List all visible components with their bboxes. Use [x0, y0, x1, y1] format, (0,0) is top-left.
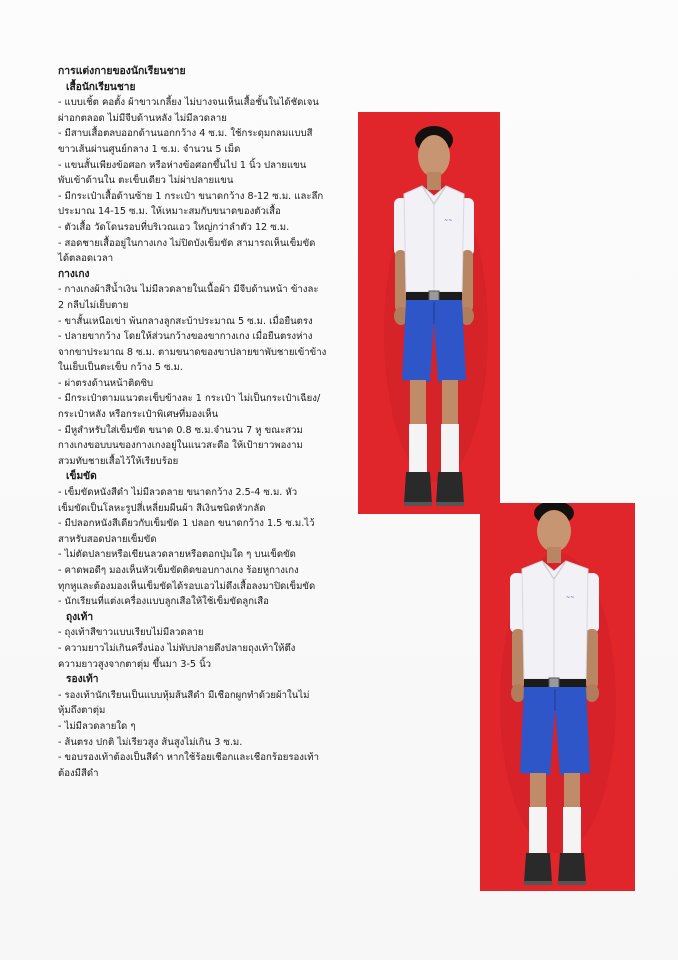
text-line: 2 กลีบไม่เย็บตาย [58, 299, 129, 311]
text-line: พับเข้าด้านใน ตะเข็บเดียว ไม่ผ่าปลายแขน [58, 175, 234, 187]
student-figure-1 [358, 112, 500, 514]
text-line: - คาดพอดีๆ มองเห็นหัวเข็มขัดติดขอบกางเกง ร้อยหูกางเกง [58, 565, 299, 576]
text-line: - แบบเชิ้ต คอตั้ง ผ้าขาวเกลี้ยง ไม่บางจนเห็นเสื้อชั้นในได้ชัดเจน [58, 97, 319, 109]
text-line: - ส้นตรง ปกติ ไม่เรียวสูง ส้นสูงไม่เกิน 3 ซ.ม. [58, 736, 243, 748]
text-line: - มีกระเป๋าเสื้อด้านซ้าย 1 กระเป๋า ขนาดกว้าง 8-12 ซ.ม. และลึก [58, 190, 324, 202]
student-uniform-photo-1 [358, 112, 500, 514]
svg-text:~~: ~~ [444, 218, 453, 224]
student-figure-2 [480, 503, 635, 891]
text-line: ได้ตลอดเวลา [58, 253, 114, 265]
text-line: - ตัวเสื้อ วัดโดนรอบที่บริเวณเอว ใหญ่กว่าลำตัว 12 ซ.ม. [58, 221, 290, 233]
section-heading-shoes: รองเท้า [66, 674, 99, 686]
text-line: - ขอบรองเท้าต้องเป็นสีดำ หากใช้ร้อยเชือกและเชือกร้อยรองเท้า [58, 752, 319, 764]
text-line: - มีกระเป๋าตามแนวตะเข็บข้างละ 1 กระเป๋า ไม่เป็นกระเป๋าเฉียง/ [58, 393, 321, 405]
text-line: จากขาประมาณ 8 ซ.ม. ตามขนาดของขาปลายขาพับชายเข้าข้าง [58, 346, 327, 358]
text-line: - ถุงเท้าสีขาวแบบเรียบไม่มีลวดลาย [58, 627, 204, 639]
text-line: ผ่าอกตลอด ไม่มีจีบด้านหลัง ไม่มีลวดลาย [58, 112, 227, 124]
student-uniform-photo-2 [480, 503, 635, 891]
text-line: ประมาณ 14-15 ซ.ม. ให้เหมาะสมกับขนาดของตัวเสื้อ [58, 206, 281, 218]
text-line: - ไม่ตัดปลายหรือเขียนลวดลายหรือตอกปุ่มใด ๆ บนเข็ดขัด [58, 549, 296, 561]
text-line: - เข็มขัดหนังสีดำ ไม่มีลวดลาย ขนาดกว้าง 2.5-4 ซ.ม. หัว [58, 487, 298, 499]
text-line: - สอดชายเสื้ออยู่ในกางเกง ไม่ปิดบังเข็มขัด สามารถเห็นเข็มขัด [58, 237, 316, 249]
text-line: - มีปลอกหนังสีเดียวกับเข็มขัด 1 ปลอก ขนาดกว้าง 1.5 ซ.ม.ไว้ [58, 518, 315, 530]
text-line: ทุกหูและต้องมองเห็นเข็มขัดได้รอบเอวไม่ดึงเสื้อลงมาปิดเข็มขัด [58, 580, 316, 592]
text-line: - มีหูสำหรับใส่เข็มขัด ขนาด 0.8 ซ.ม.จำนวน 7 หู ขณะสวม [58, 424, 303, 436]
text-line: ความยาวสูงจากตาตุ่ม ขึ้นมา 3-5 นิ้ว [58, 658, 212, 670]
text-line: - แขนสั้นเพียงข้อศอก หรือห่างข้อศอกขึ้นไป 1 นิ้ว ปลายแขน [58, 159, 307, 171]
text-line: - กางเกงผ้าสีน้ำเงิน ไม่มีลวดลายในเนื้อผ้า มีจีบด้านหน้า ข้างละ [58, 284, 319, 296]
text-line: - ผ่าตรงด้านหน้าติดซิบ [58, 377, 154, 389]
text-line: ขาวเส้นผ่านศูนย์กลาง 1 ซ.ม. จำนวน 5 เม็ด [58, 143, 241, 155]
text-line: หุ้มถึงตาตุ่ม [58, 705, 106, 717]
text-line: สาหรับสอดปลายเข็มขัด [58, 533, 157, 545]
text-line: กระเป๋าหลัง หรือกระเป๋าพิเศษที่มองเห็น [58, 409, 219, 421]
text-line: - มีสาบเสื้อตลบออกด้านนอกกว้าง 4 ซ.ม. ใช้กระดุมกลมแบบสี [58, 128, 313, 140]
document-title: การแต่งกายของนักเรียนชาย [58, 65, 186, 77]
section-heading-trousers: กางเกง [58, 268, 90, 280]
section-heading-socks: ถุงเท้า [66, 611, 94, 623]
text-line: - ความยาวไม่เกินครึ่งน่อง ไม่พับปลายดึงปลายถุงเท้าให้ตึง [58, 642, 296, 654]
text-line: เข็มขัดเป็นโลหะรูปสี่เหลี่ยมผืนผ้า สีเงินชนิดหัวกลัด [58, 502, 266, 514]
text-line: - นักเรียนที่แต่งเครื่องแบบลูกเสือให้ใช้เข็มขัดลูกเสือ [58, 596, 269, 608]
text-line: - ขาสั้นเหนือเข่า พ้นกลางลูกสะบ้าประมาณ 5 ซ.ม. เมื่อยืนตรง [58, 315, 313, 327]
text-line: กางเกงขอบบนของกางเกงอยู่ในแนวสะดือ ให้เป้ายาวพองาม [58, 440, 303, 452]
section-heading-belt: เข็มขัด [66, 471, 97, 483]
text-line: ในเย็บเป็นตะเข็บ กว้าง 5 ซ.ม. [58, 362, 183, 374]
text-line: ต้องมีสีดำ [58, 767, 99, 779]
text-line: - ไม่มีลวดลายใด ๆ [58, 720, 136, 732]
section-heading-shirt: เสื้อนักเรียนชาย [66, 81, 136, 93]
svg-text:~~: ~~ [566, 595, 575, 601]
text-line: สวมทับชายเสื้อไว้ให้เรียบร้อย [58, 455, 179, 467]
document-text [58, 64, 358, 781]
text-line: - ปลายขากว้าง โดยให้ส่วนกว้างของขากางเกง เมื่อยืนตรงห่าง [58, 331, 313, 343]
text-line: - รองเท้านักเรียนเป็นแบบหุ้มส้นสีดำ มีเชือกผูกทำด้วยผ้าในไม่ [58, 689, 310, 701]
